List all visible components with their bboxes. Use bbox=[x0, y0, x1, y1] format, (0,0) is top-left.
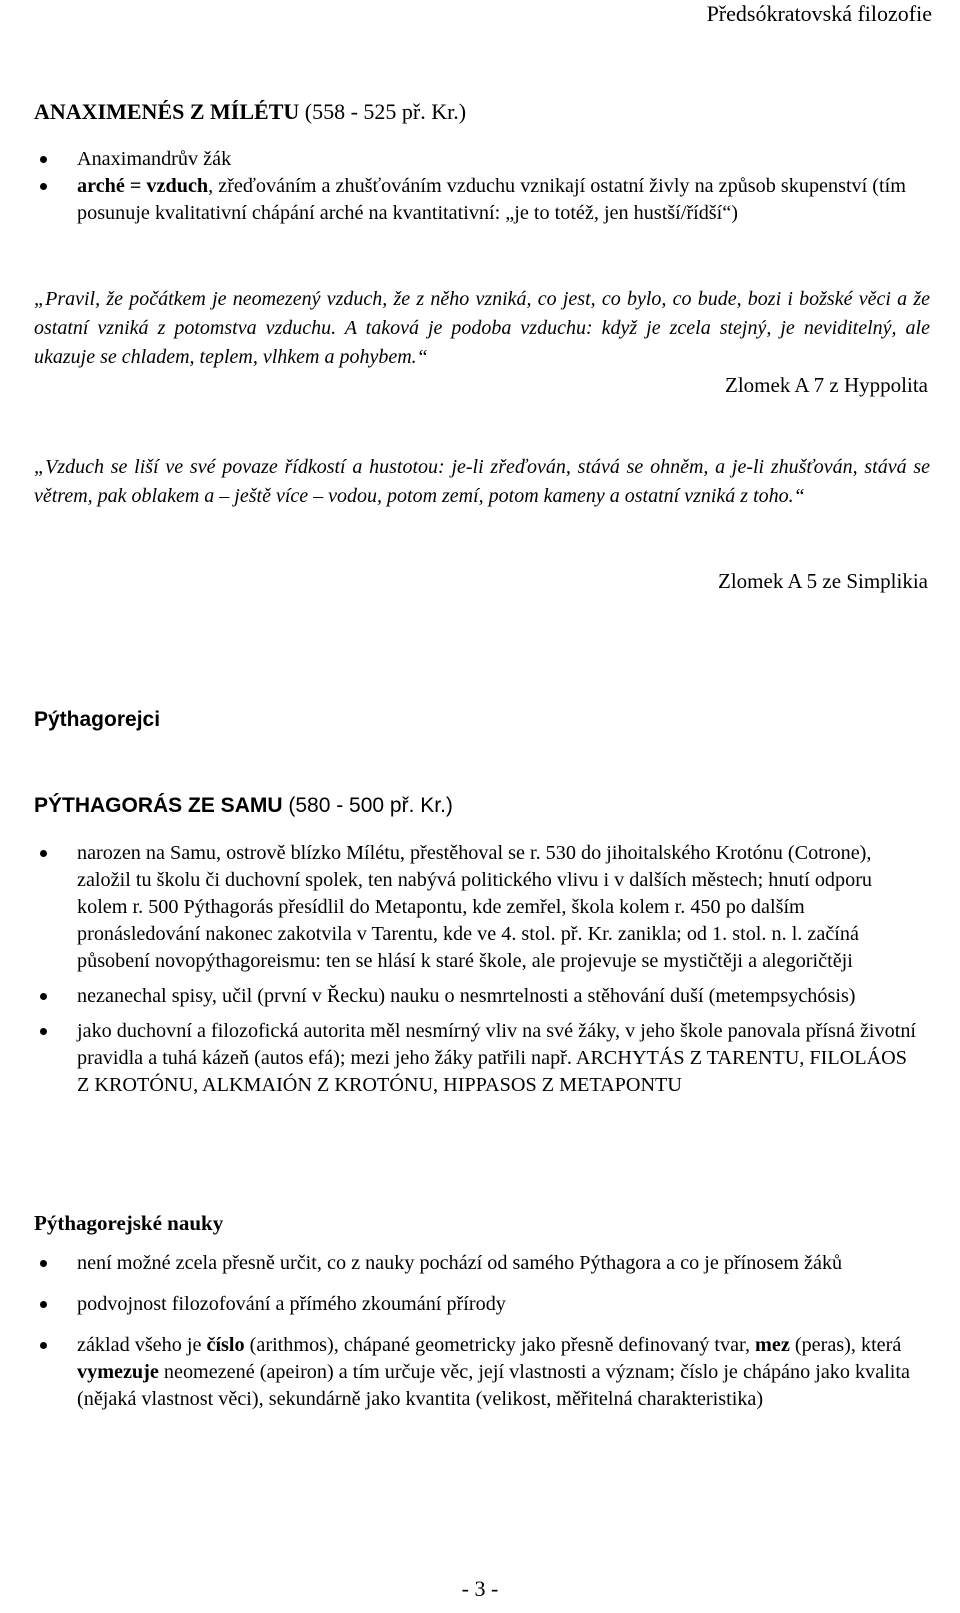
pythagoras-bullets bbox=[34, 840, 924, 1099]
quote-simplikios: „Vzduch se liší ve své povaze řídkostí a hustotou: je-li zřeďován, stává se ohněm, a je-li zhušťován, stává se větrem, pak oblakem a – ještě více – vodou, potom zemí, potom kameny a ostatní vzniká z toho.“ bbox=[34, 456, 930, 507]
nauky-heading: Pýthagorejské nauky bbox=[34, 1211, 224, 1235]
pythagoras-name: PÝTHAGORÁS ZE SAMU bbox=[34, 794, 283, 817]
page-number: - 3 - bbox=[461, 1576, 499, 1601]
list-item: jako duchovní a filozofická autorita měl nesmírný vliv na své žáky, v jeho škole panovala přísná životní pravidla a tuhá kázeň (autos efá); mezi jeho žáky patřili např. ARCHYTÁS Z TARENTU, FILOLÁOS Z KROTÓNU, ALKMAIÓN Z KROTÓNU, HIPPASOS Z METAPONTU bbox=[34, 1018, 924, 1099]
anaximenes-dates: (558 - 525 př. Kr.) bbox=[299, 99, 467, 124]
list-item: narozen na Samu, ostrově blízko Mílétu, přestěhoval se r. 530 do jihoitalského Krotónu (Cotrone), založil tu školu či duchovní spolek, ten nabývá politického vlivu i v dalších městech; hnutí odporu kolem r. 500 Pýthagorás přesídlil do Metapontu, kde zemřel, škola kolem r. 450 po dalším pronásledování nakonec zakotvila v Tarentu, kde ve 4. stol. př. Kr. zanikla; od 1. stol. n. l. začíná působení novopýthagoreismu: ten se hlásí k staré škole, ale projevuje se mystičtěji a alegoričtěji bbox=[34, 840, 924, 975]
quote-source: Zlomek A 7 z Hyppolita bbox=[725, 373, 928, 397]
pythagoras-dates: (580 - 500 př. Kr.) bbox=[282, 794, 453, 817]
page-header: Předsókratovská filozofie bbox=[706, 1, 932, 26]
list-item: podvojnost filozofování a přímého zkoumání přírody bbox=[34, 1291, 914, 1318]
quote-hyppolit: „Pravil, že počátkem je neomezený vzduch, že z něho vzniká, co jest, co bylo, co bude, bozi i božské věci a že ostatní vzniká z potomstva vzduchu. A taková je podoba vzduchu: když je zcela stejný, je neviditelný, ale ukazuje se chladem, teplem, vlhkem a pohybem.“ bbox=[34, 288, 930, 368]
list-item: arché = vzduch, zřeďováním a zhušťováním vzduchu vznikají ostatní živly na způsob skupenství (tím posunuje kvalitativní chápání arché na kvantitativní: „je to totéž, jen hustší/řídší“) bbox=[34, 173, 936, 227]
list-item: Anaximandrův žák bbox=[34, 146, 936, 173]
anaximenes-heading bbox=[34, 98, 466, 126]
anaximenes-name: ANAXIMENÉS Z MÍLÉTU bbox=[34, 99, 300, 124]
quote-source: Zlomek A 5 ze Simplikia bbox=[718, 569, 928, 593]
section-title: Pýthagorejci bbox=[34, 708, 161, 731]
anaximenes-bullets bbox=[34, 146, 936, 227]
list-item: nezanechal spisy, učil (první v Řecku) nauku o nesmrtelnosti a stěhování duší (metempsychósis) bbox=[34, 983, 924, 1010]
nauky-bullets bbox=[34, 1250, 914, 1413]
pythagoras-heading bbox=[34, 794, 453, 818]
list-item: není možné zcela přesně určit, co z nauky pochází od samého Pýthagora a co je přínosem žáků bbox=[34, 1250, 914, 1277]
list-item: základ všeho je číslo (arithmos), chápané geometricky jako přesně definovaný tvar, mez (peras), která vymezuje neomezené (apeiron) a tím určuje věc, její vlastnosti a význam; číslo je chápáno jako kvalita (nějaká vlastnost věci), sekundárně jako kvantita (velikost, měřitelná charakteristika) bbox=[34, 1332, 914, 1413]
